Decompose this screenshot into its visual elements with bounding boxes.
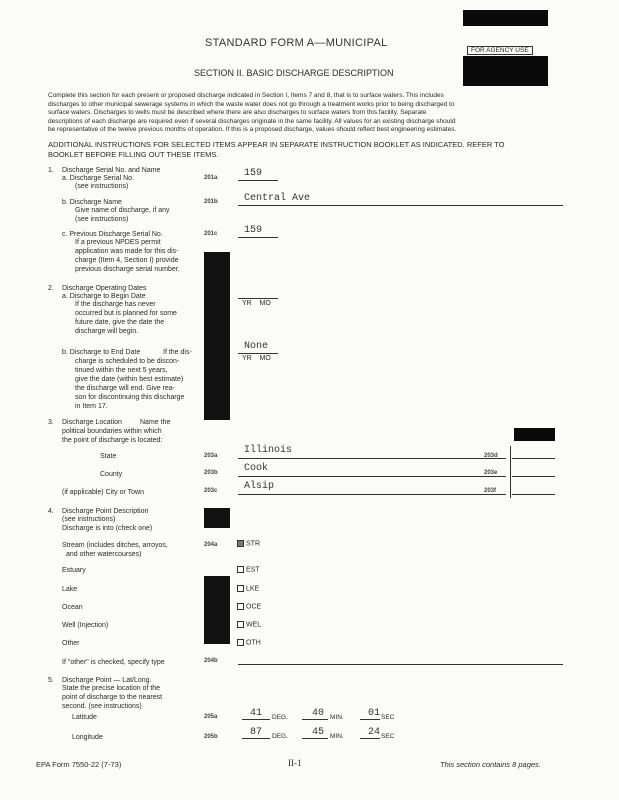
- item-3-title: Discharge Location: [62, 419, 122, 426]
- option-label-other: Other: [62, 640, 80, 647]
- intro-line: descriptions of each discharge are required even if several discharges originate in the same facility. All values for an existing discharge should: [48, 117, 456, 125]
- longitude-sec-label: SEC: [381, 733, 395, 740]
- other-type-label: If "other" is checked, specify type: [62, 659, 165, 666]
- checkbox-wel[interactable]: WEL: [237, 621, 261, 628]
- field-code-201b: 201b: [204, 199, 218, 205]
- checkbox-box[interactable]: [237, 566, 244, 573]
- field-code-203f: 203f: [484, 488, 497, 494]
- field-code-203e: 203e: [484, 470, 498, 476]
- item-5-title: Discharge Point — Lat/Long.: [62, 677, 152, 684]
- item-1c-sub: If a previous NPDES permit application was made for this dis- charge (Item 4, Section I) provide previous discharge serial number.: [75, 239, 180, 273]
- latitude-sec-line: [360, 719, 380, 720]
- end-date-yrmo: YR MO: [242, 355, 271, 362]
- longitude-label: Longitude: [72, 734, 103, 741]
- redaction-top-right: [463, 10, 548, 26]
- city-value[interactable]: Alsip: [244, 481, 275, 492]
- intro-text: [48, 92, 563, 135]
- end-date-value[interactable]: None: [244, 341, 269, 352]
- item-1b-label: b. Discharge Name: [62, 199, 122, 206]
- field-code-205b: 205b: [204, 734, 218, 740]
- item-2-number: 2.: [48, 285, 54, 292]
- code-d-line: [512, 458, 555, 459]
- item-4-title: Discharge Point Description: [62, 508, 149, 515]
- county-value[interactable]: Cook: [244, 463, 269, 474]
- field-code-201a: 201a: [204, 175, 218, 181]
- field-code-205a: 205a: [204, 714, 218, 720]
- longitude-sec-value[interactable]: 24: [368, 727, 381, 738]
- field-code-203d: 203d: [484, 453, 498, 459]
- redaction-location-code: [514, 428, 555, 441]
- latitude-min-label: MIN.: [330, 714, 344, 721]
- item-2a-label: a. Discharge to Begin Date: [62, 293, 146, 300]
- begin-date-line: [238, 298, 278, 299]
- longitude-deg-line: [242, 738, 270, 739]
- item-1-number: 1.: [48, 167, 54, 174]
- field-code-204a: 204a: [204, 542, 218, 548]
- option-label-well: Well (Injection): [62, 622, 109, 629]
- longitude-deg-value[interactable]: 87: [250, 727, 263, 738]
- longitude-min-label: MIN.: [330, 733, 344, 740]
- field-code-203a: 203a: [204, 453, 218, 459]
- checkbox-str[interactable]: STR: [237, 540, 260, 547]
- item-1a-label: a. Discharge Serial No.: [62, 175, 134, 182]
- longitude-min-value[interactable]: 45: [312, 727, 325, 738]
- latitude-min-value[interactable]: 40: [312, 708, 325, 719]
- item-2-title: Discharge Operating Dates: [62, 285, 147, 292]
- longitude-sec-line: [360, 738, 380, 739]
- checkbox-box[interactable]: [237, 540, 244, 547]
- intro-line: be representative of the twelve previous months of operation. If this is a proposed discharge, values should reflect best engineering estimates.: [48, 126, 457, 133]
- field-code-203c: 203c: [204, 488, 218, 494]
- checkbox-box[interactable]: [237, 603, 244, 610]
- item-1-title: Discharge Serial No. and Name: [62, 167, 161, 174]
- latitude-sec-label: SEC: [381, 714, 395, 721]
- checkbox-box[interactable]: [237, 639, 244, 646]
- agency-use-label: FOR AGENCY USE: [467, 46, 533, 55]
- previous-serial-value[interactable]: 159: [244, 225, 263, 236]
- discharge-serial-value[interactable]: 159: [244, 168, 263, 179]
- item-5-number: 5.: [48, 677, 54, 684]
- form-number: EPA Form 7550-22 (7-73): [36, 760, 122, 769]
- section-pages-note: This section contains 8 pages.: [440, 760, 541, 769]
- additional-line: ADDITIONAL INSTRUCTIONS FOR SELECTED ITEMS APPEAR IN SEPARATE INSTRUCTION BOOKLET AS INDICATED. REFER TO: [48, 140, 505, 149]
- longitude-min-line: [302, 738, 328, 739]
- checkbox-oth[interactable]: OTH: [237, 639, 261, 646]
- item-3-number: 3.: [48, 419, 54, 426]
- item-5-sub: State the precise location of the point of discharge to the nearest second. (see instructions): [62, 685, 163, 710]
- option-label-estuary: Estuary: [62, 567, 86, 574]
- redaction-strip-1: [204, 252, 230, 420]
- previous-serial-line: [238, 237, 278, 238]
- option-label-ocean: Ocean: [62, 604, 83, 611]
- item-1c-label: c. Previous Discharge Serial No.: [62, 231, 163, 238]
- state-label: State: [100, 453, 117, 460]
- item-3-sub: Name the political boundaries within which the point of discharge is located:: [62, 419, 171, 444]
- end-date-line: [238, 353, 278, 354]
- code-e-line: [512, 476, 555, 477]
- longitude-deg-label: DEG.: [272, 733, 288, 740]
- item-4-sub: (see instructions) Discharge is into (check one): [62, 516, 153, 532]
- item-1b-sub: Give name of discharge, if any (see instructions): [75, 207, 170, 223]
- discharge-name-value[interactable]: Central Ave: [244, 193, 311, 204]
- item-4-number: 4.: [48, 508, 54, 515]
- latitude-deg-line: [242, 719, 270, 720]
- location-divider: [510, 446, 511, 498]
- latitude-deg-value[interactable]: 41: [250, 708, 263, 719]
- field-code-204b: 204b: [204, 658, 218, 664]
- city-line: [238, 494, 506, 495]
- discharge-name-line: [238, 205, 563, 206]
- intro-line: discharges to other municipal sewerage systems in which the waste water does not go through a treatment works prior to being discharged to: [48, 100, 455, 108]
- item-1a-sub: (see instructions): [75, 183, 129, 190]
- county-line: [238, 476, 506, 477]
- field-code-203b: 203b: [204, 470, 218, 476]
- option-label-stream: Stream (includes ditches, arroyos, and other watercourses): [62, 542, 168, 558]
- checkbox-box[interactable]: [237, 585, 244, 592]
- section-title: SECTION II. BASIC DISCHARGE DESCRIPTION: [194, 68, 394, 78]
- checkbox-est[interactable]: EST: [237, 566, 260, 573]
- field-code-201c: 201c: [204, 231, 218, 237]
- latitude-label: Latitude: [72, 714, 97, 721]
- checkbox-box[interactable]: [237, 621, 244, 628]
- state-line: [238, 458, 506, 459]
- city-label: (if applicable) City or Town: [62, 489, 144, 496]
- checkbox-oce[interactable]: OCE: [237, 603, 261, 610]
- county-label: County: [100, 471, 123, 478]
- intro-line: surface waters. Discharges to wells must be described where there are also discharges to surface waters from this facility. Separate: [48, 109, 427, 116]
- additional-instructions: [48, 140, 563, 160]
- page-number: II-1: [288, 758, 302, 768]
- latitude-min-line: [302, 719, 328, 720]
- begin-date-yrmo: YR MO: [242, 300, 271, 307]
- additional-line: BOOKLET BEFORE FILLING OUT THESE ITEMS.: [48, 150, 219, 159]
- code-f-line: [512, 494, 555, 495]
- latitude-sec-value[interactable]: 01: [368, 708, 381, 719]
- latitude-deg-label: DEG.: [272, 714, 288, 721]
- other-type-line[interactable]: [238, 664, 563, 665]
- redaction-strip-2: [204, 508, 230, 528]
- state-value[interactable]: Illinois: [244, 445, 293, 456]
- redaction-agency-box: [463, 56, 548, 86]
- option-label-lake: Lake: [62, 586, 78, 593]
- checkbox-lke[interactable]: LKE: [237, 585, 259, 592]
- intro-line: Complete this section for each present or proposed discharge indicated in Section I, Items 7 and 8, that is to surface waters. This includes: [48, 92, 444, 99]
- form-title: STANDARD FORM A—MUNICIPAL: [205, 37, 388, 49]
- item-2a-sub: If the discharge has never occurred but is planned for some future date, give the date the discharge will begin.: [75, 301, 177, 335]
- item-2b-label: b. Discharge to End Date: [62, 349, 141, 356]
- discharge-serial-line: [238, 180, 278, 181]
- item-2b-sub: If the dis- charge is scheduled to be discon- tinued within the next 5 years, give the date (within best estimate) the discharge will end. Give rea- son for discontinuing this discharge in Item 17.: [75, 349, 192, 410]
- redaction-strip-3: [204, 576, 230, 644]
